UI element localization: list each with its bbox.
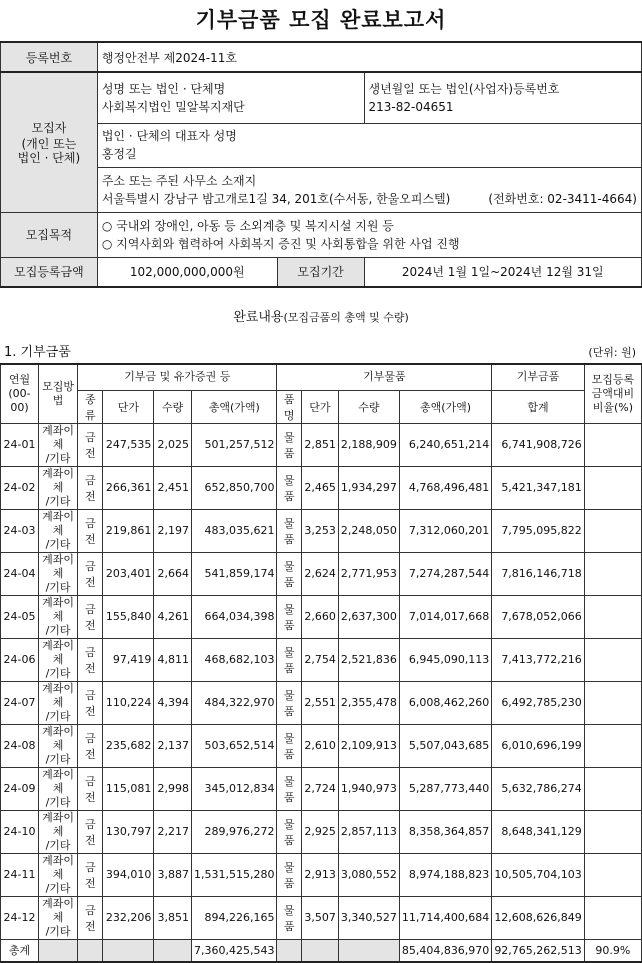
unit-label: (단위: 원): [588, 346, 636, 359]
row-qty: 2,998: [154, 767, 192, 810]
birth-label: 생년월일 또는 법인(사업자)등록번호: [368, 81, 560, 96]
row-ratio: [584, 423, 641, 466]
row-method: 계좌이체 /기타: [38, 423, 77, 466]
row-goods-qty: 1,934,297: [338, 466, 399, 509]
row-qty: 4,811: [154, 638, 192, 681]
header-amount: 총액(가액): [192, 390, 277, 423]
row-sum: 7,413,772,216: [492, 638, 584, 681]
header-item-name: 품명: [277, 390, 301, 423]
row-method: 계좌이체 /기타: [38, 681, 77, 724]
row-ratio: [584, 767, 641, 810]
header-method: 모집방법: [38, 364, 77, 423]
row-goods-qty: 2,188,909: [338, 423, 399, 466]
row-period: 24-05: [1, 595, 39, 638]
row-goods-qty: 1,940,973: [338, 767, 399, 810]
row-period: 24-02: [1, 466, 39, 509]
name-value: 사회복지법인 밀알복지재단: [101, 99, 245, 114]
row-goods-unit-price: 2,913: [301, 853, 338, 896]
row-goods-amount: 7,274,287,544: [399, 552, 491, 595]
row-goods-amount: 11,714,400,684: [399, 896, 491, 939]
row-kind: 금전: [78, 423, 103, 466]
name-cell: [97, 72, 364, 123]
row-goods-qty: 2,109,913: [338, 724, 399, 767]
header-ratio: 모집등록 금액대비 비율(%): [584, 364, 641, 423]
row-kind: 금전: [78, 552, 103, 595]
row-kind: 금전: [78, 724, 103, 767]
row-unit-price: 266,361: [103, 466, 154, 509]
row-method: 계좌이체 /기타: [38, 767, 77, 810]
row-period: 24-12: [1, 896, 39, 939]
row-goods-qty: 3,340,527: [338, 896, 399, 939]
row-kind: 금전: [78, 509, 103, 552]
row-item-name: 물품: [277, 896, 301, 939]
row-amount: 289,976,272: [192, 810, 277, 853]
total-sum: 92,765,262,513: [492, 939, 584, 962]
header-goods-amount: 총액(가액): [399, 390, 491, 423]
row-ratio: [584, 595, 641, 638]
row-goods-amount: 7,312,060,201: [399, 509, 491, 552]
header-total-group: 기부금품: [492, 364, 584, 390]
row-ratio: [584, 552, 641, 595]
row-amount: 541,859,174: [192, 552, 277, 595]
row-item-name: 물품: [277, 466, 301, 509]
row-goods-amount: 4,768,496,481: [399, 466, 491, 509]
row-item-name: 물품: [277, 552, 301, 595]
row-kind: 금전: [78, 810, 103, 853]
row-goods-unit-price: 2,551: [301, 681, 338, 724]
table-row: [1, 595, 642, 638]
reg-no-label: 등록번호: [1, 42, 98, 72]
row-sum: 7,816,146,718: [492, 552, 584, 595]
row-method: 계좌이체 /기타: [38, 466, 77, 509]
row-goods-unit-price: 2,610: [301, 724, 338, 767]
row-kind: 금전: [78, 853, 103, 896]
birth-cell: [364, 72, 642, 123]
row-unit-price: 115,081: [103, 767, 154, 810]
row-kind: 금전: [78, 466, 103, 509]
row-goods-qty: 2,771,953: [338, 552, 399, 595]
header-kind: 종류: [78, 390, 103, 423]
row-item-name: 물품: [277, 509, 301, 552]
row-goods-unit-price: 3,507: [301, 896, 338, 939]
row-sum: 10,505,704,103: [492, 853, 584, 896]
row-item-name: 물품: [277, 681, 301, 724]
row-ratio: [584, 638, 641, 681]
row-period: 24-06: [1, 638, 39, 681]
row-goods-amount: 6,240,651,214: [399, 423, 491, 466]
row-ratio: [584, 724, 641, 767]
total-cash-amount: 7,360,425,543: [192, 939, 277, 962]
address-label: 주소 또는 주된 사무소 소재지: [101, 173, 257, 188]
header-sum: 합계: [492, 390, 584, 423]
row-unit-price: 394,010: [103, 853, 154, 896]
row-sum: 6,010,696,199: [492, 724, 584, 767]
table-row: [1, 466, 642, 509]
row-sum: 6,492,785,230: [492, 681, 584, 724]
row-goods-unit-price: 2,624: [301, 552, 338, 595]
header-period: 연월 (00-00): [1, 364, 39, 423]
row-goods-qty: 2,637,300: [338, 595, 399, 638]
row-ratio: [584, 681, 641, 724]
address-value: 서울특별시 강남구 밤고개로1길 34, 201호(수서동, 한울오피스텔): [101, 191, 451, 206]
section-title: 완료내용(모집금품의 총액 및 수량): [233, 310, 409, 325]
row-unit-price: 130,797: [103, 810, 154, 853]
row-amount: 468,682,103: [192, 638, 277, 681]
row-qty: 2,664: [154, 552, 192, 595]
table-row: [1, 810, 642, 853]
row-kind: 금전: [78, 767, 103, 810]
row-goods-unit-price: 2,724: [301, 767, 338, 810]
row-amount: 484,322,970: [192, 681, 277, 724]
row-period: 24-10: [1, 810, 39, 853]
row-unit-price: 110,224: [103, 681, 154, 724]
row-goods-amount: 8,358,364,857: [399, 810, 491, 853]
row-kind: 금전: [78, 595, 103, 638]
recruiter-label: 모집자 (개인 또는 법인 · 단체): [1, 72, 98, 212]
row-ratio: [584, 896, 641, 939]
row-sum: 7,795,095,822: [492, 509, 584, 552]
row-item-name: 물품: [277, 724, 301, 767]
purpose-line-1: ○ 국내외 장애인, 아동 등 소외계층 및 복지시설 지원 등: [101, 218, 394, 233]
row-amount: 483,035,621: [192, 509, 277, 552]
row-goods-qty: 2,248,050: [338, 509, 399, 552]
row-unit-price: 97,419: [103, 638, 154, 681]
row-method: 계좌이체 /기타: [38, 509, 77, 552]
purpose-label: 모집목적: [1, 212, 98, 257]
period-label: 모집기간: [277, 257, 364, 287]
row-amount: 503,652,514: [192, 724, 277, 767]
row-unit-price: 232,206: [103, 896, 154, 939]
row-unit-price: 155,840: [103, 595, 154, 638]
reg-no-value: 행정안전부 제2024-11호: [97, 42, 641, 72]
row-goods-unit-price: 2,851: [301, 423, 338, 466]
table-row: [1, 423, 642, 466]
row-period: 24-03: [1, 509, 39, 552]
row-qty: 2,217: [154, 810, 192, 853]
row-ratio: [584, 466, 641, 509]
row-sum: 12,608,626,849: [492, 896, 584, 939]
row-unit-price: 235,682: [103, 724, 154, 767]
row-goods-amount: 6,945,090,113: [399, 638, 491, 681]
purpose-cell: [97, 212, 641, 257]
name-label: 성명 또는 법인 · 단체명: [101, 81, 226, 96]
row-goods-amount: 6,008,462,260: [399, 681, 491, 724]
row-qty: 3,887: [154, 853, 192, 896]
row-qty: 2,197: [154, 509, 192, 552]
donation-table: [0, 363, 642, 963]
row-ratio: [584, 810, 641, 853]
header-unit-price: 단가: [103, 390, 154, 423]
row-method: 계좌이체 /기타: [38, 724, 77, 767]
row-qty: 4,261: [154, 595, 192, 638]
row-item-name: 물품: [277, 423, 301, 466]
section-item-title: 1. 기부금품: [4, 345, 71, 360]
row-goods-amount: 7,014,017,668: [399, 595, 491, 638]
header-cash-group: 기부금 및 유가증권 등: [78, 364, 277, 390]
row-goods-qty: 2,857,113: [338, 810, 399, 853]
table-row: [1, 552, 642, 595]
row-sum: 5,421,347,181: [492, 466, 584, 509]
header-qty: 수량: [154, 390, 192, 423]
row-amount: 501,257,512: [192, 423, 277, 466]
row-method: 계좌이체 /기타: [38, 896, 77, 939]
rep-label: 법인 · 단체의 대표자 성명: [101, 129, 237, 143]
row-goods-qty: 2,355,478: [338, 681, 399, 724]
row-kind: 금전: [78, 638, 103, 681]
row-ratio: [584, 509, 641, 552]
table-row: [1, 509, 642, 552]
row-period: 24-04: [1, 552, 39, 595]
row-goods-unit-price: 2,465: [301, 466, 338, 509]
row-amount: 345,012,834: [192, 767, 277, 810]
row-method: 계좌이체 /기타: [38, 853, 77, 896]
period-value: 2024년 1월 1일~2024년 12월 31일: [364, 257, 642, 287]
row-qty: 3,851: [154, 896, 192, 939]
row-method: 계좌이체 /기타: [38, 810, 77, 853]
rep-value: 홍정길: [101, 147, 137, 161]
header-goods-qty: 수량: [338, 390, 399, 423]
row-goods-unit-price: 2,660: [301, 595, 338, 638]
row-qty: 4,394: [154, 681, 192, 724]
row-item-name: 물품: [277, 853, 301, 896]
amount-label: 모집등록금액: [1, 257, 98, 287]
total-ratio: 90.9%: [584, 939, 641, 962]
row-period: 24-11: [1, 853, 39, 896]
row-unit-price: 247,535: [103, 423, 154, 466]
total-label: 총계: [1, 939, 39, 962]
row-period: 24-01: [1, 423, 39, 466]
row-period: 24-07: [1, 681, 39, 724]
row-unit-price: 203,401: [103, 552, 154, 595]
row-sum: 8,648,341,129: [492, 810, 584, 853]
row-qty: 2,025: [154, 423, 192, 466]
header-goods-group: 기부물품: [277, 364, 492, 390]
page-title: 기부금품 모집 완료보고서: [195, 8, 447, 32]
row-goods-unit-price: 2,754: [301, 638, 338, 681]
rep-cell: [97, 123, 641, 167]
row-sum: 7,678,052,066: [492, 595, 584, 638]
row-period: 24-08: [1, 724, 39, 767]
row-ratio: [584, 853, 641, 896]
table-row: [1, 896, 642, 939]
row-kind: 금전: [78, 896, 103, 939]
amount-value: 102,000,000,000원: [97, 257, 277, 287]
row-item-name: 물품: [277, 810, 301, 853]
table-row: [1, 638, 642, 681]
table-row: [1, 767, 642, 810]
row-goods-amount: 5,507,043,685: [399, 724, 491, 767]
row-period: 24-09: [1, 767, 39, 810]
row-kind: 금전: [78, 681, 103, 724]
row-item-name: 물품: [277, 638, 301, 681]
address-cell: [97, 167, 641, 212]
total-goods-amount: 85,404,836,970: [399, 939, 491, 962]
row-method: 계좌이체 /기타: [38, 638, 77, 681]
row-goods-amount: 8,974,188,823: [399, 853, 491, 896]
table-row: [1, 681, 642, 724]
purpose-line-2: ○ 지역사회와 협력하여 사회복지 증진 및 사회통합을 위한 사업 진행: [101, 236, 460, 251]
row-amount: 1,531,515,280: [192, 853, 277, 896]
row-goods-qty: 2,521,836: [338, 638, 399, 681]
row-goods-unit-price: 2,925: [301, 810, 338, 853]
row-item-name: 물품: [277, 595, 301, 638]
row-sum: 5,632,786,274: [492, 767, 584, 810]
row-item-name: 물품: [277, 767, 301, 810]
row-unit-price: 219,861: [103, 509, 154, 552]
row-goods-qty: 3,080,552: [338, 853, 399, 896]
row-amount: 894,226,165: [192, 896, 277, 939]
row-qty: 2,137: [154, 724, 192, 767]
header-goods-unit-price: 단가: [301, 390, 338, 423]
row-goods-amount: 5,287,773,440: [399, 767, 491, 810]
row-sum: 6,741,908,726: [492, 423, 584, 466]
table-row: [1, 853, 642, 896]
row-method: 계좌이체 /기타: [38, 552, 77, 595]
row-amount: 664,034,398: [192, 595, 277, 638]
birth-value: 213-82-04651: [368, 99, 454, 114]
table-row: [1, 724, 642, 767]
row-goods-unit-price: 3,253: [301, 509, 338, 552]
phone-value: (전화번호: 02-3411-4664): [488, 191, 637, 206]
row-qty: 2,451: [154, 466, 192, 509]
row-amount: 652,850,700: [192, 466, 277, 509]
registration-info-table: [0, 41, 642, 288]
row-method: 계좌이체 /기타: [38, 595, 77, 638]
